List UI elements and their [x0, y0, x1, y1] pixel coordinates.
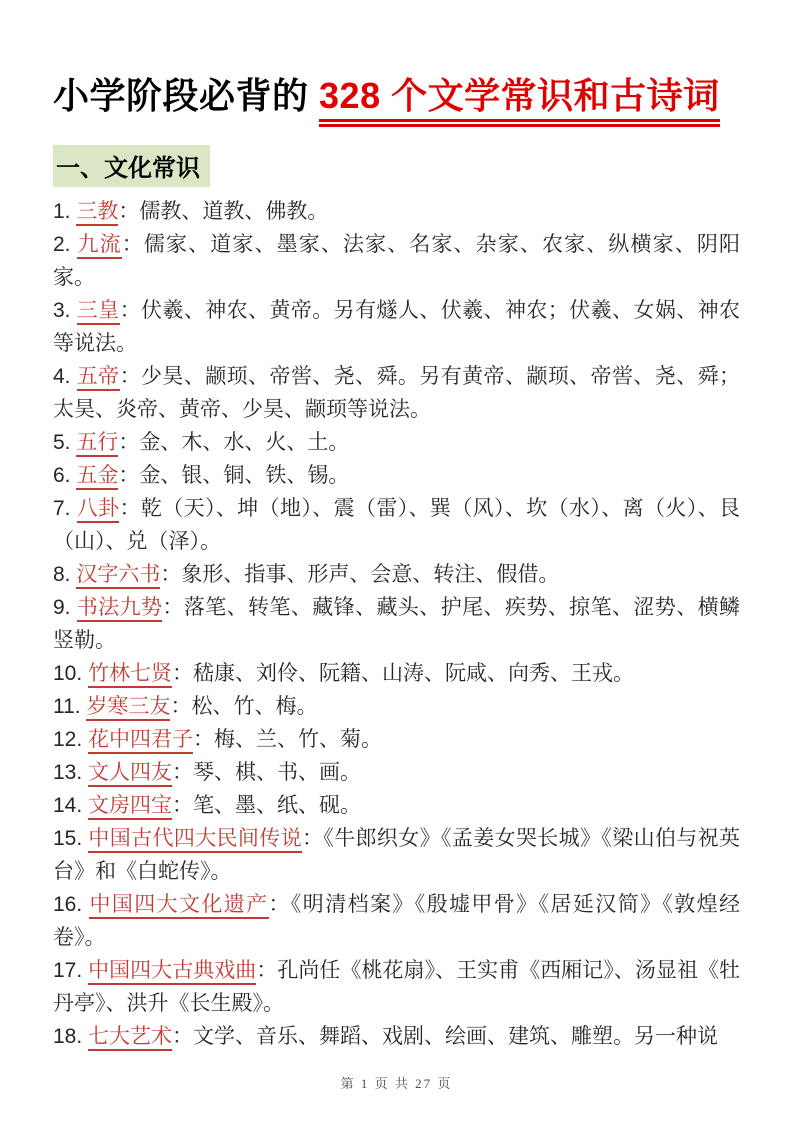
item-colon: ：: [170, 695, 192, 718]
item-colon: ：: [118, 200, 140, 223]
item-number: 6.: [53, 464, 71, 487]
item-term: 竹林七贤: [88, 662, 172, 688]
item-number: 8.: [53, 563, 71, 586]
item-colon: ：: [119, 497, 141, 520]
item-content: 《牛郎织女》《孟姜女哭长城》《梁山伯与祝英台》和《白蛇传》。: [53, 827, 741, 883]
item-term: 书法九势: [77, 596, 163, 622]
item-term: 文房四宝: [88, 794, 172, 820]
item-colon: ：: [119, 365, 142, 388]
list-item: [53, 822, 740, 888]
item-number: 14.: [53, 794, 83, 817]
list-item: [53, 294, 740, 360]
list-item: [53, 591, 740, 657]
item-number: 18.: [53, 1025, 83, 1048]
item-content: 象形、指事、形声、会意、转注、假借。: [181, 563, 560, 586]
page-number: 第 1 页 共 27 页: [340, 1076, 453, 1091]
item-colon: ：: [193, 728, 215, 751]
item-number: 12.: [53, 728, 83, 751]
item-content: 琴、棋、书、画。: [193, 761, 362, 784]
item-term: 五行: [76, 431, 118, 457]
item-colon: ：: [118, 464, 140, 487]
item-content: 梅、兰、竹、菊。: [214, 728, 383, 751]
item-content: 文学、音乐、舞蹈、戏剧、绘画、建筑、雕塑。另一种说: [193, 1025, 719, 1048]
item-number: 5.: [53, 431, 71, 454]
item-colon: ：: [162, 596, 184, 619]
item-colon: ：: [160, 563, 182, 586]
item-term: 文人四友: [88, 761, 172, 787]
item-colon: ：: [121, 233, 144, 256]
item-content: 松、竹、梅。: [191, 695, 318, 718]
page-title: [53, 68, 740, 119]
list-item: [53, 228, 740, 294]
item-colon: ：: [172, 761, 194, 784]
list-item: [53, 723, 740, 756]
list-item: [53, 360, 740, 426]
item-number: 1.: [53, 200, 71, 223]
list-item: [53, 657, 740, 690]
item-content: 金、木、水、火、土。: [139, 431, 350, 454]
item-content: 伏羲、神农、黄帝。另有燧人、伏羲、神农；伏羲、女娲、神农等说法。: [53, 299, 741, 355]
list-item: [53, 690, 740, 723]
item-colon: ：: [302, 827, 324, 850]
item-content: 笔、墨、纸、砚。: [193, 794, 362, 817]
item-term: 九流: [77, 233, 121, 259]
item-number: 10.: [53, 662, 83, 685]
list-item: [53, 426, 740, 459]
list-item: [53, 789, 740, 822]
page-title-highlight: 328 个文学常识和古诗词: [319, 75, 720, 127]
list-item: [53, 558, 740, 591]
item-content: 嵇康、刘伶、阮籍、山涛、阮咸、向秀、王戎。: [193, 662, 635, 685]
item-colon: ：: [268, 893, 291, 916]
page-footer: [0, 1073, 793, 1092]
item-content: 落笔、转笔、藏锋、藏头、护尾、疾势、掠笔、涩势、横鳞竖勒。: [53, 596, 741, 652]
list-item: [53, 492, 740, 558]
item-term: 花中四君子: [88, 728, 193, 754]
list-item: [53, 459, 740, 492]
item-term: 八卦: [77, 497, 120, 523]
item-number: 15.: [53, 827, 83, 850]
list-item: [53, 888, 740, 954]
item-content: 孔尚任《桃花扇》、王实甫《西厢记》、汤显祖《牡丹亭》、洪升《长生殿》。: [53, 959, 741, 1015]
item-number: 9.: [53, 596, 71, 619]
item-term: 三教: [76, 200, 118, 226]
item-colon: ：: [256, 959, 278, 982]
item-content: 乾（天）、坤（地）、震（雷）、巽（风）、坎（水）、离（火）、艮（山）、兑（泽）。: [53, 497, 741, 553]
item-term: 中国古代四大民间传说: [88, 827, 302, 853]
item-term: 五金: [76, 464, 118, 490]
item-number: 7.: [53, 497, 71, 520]
item-number: 11.: [53, 695, 81, 718]
list-item: [53, 195, 740, 228]
item-number: 16.: [53, 893, 83, 916]
list-item: [53, 954, 740, 1020]
item-colon: ：: [118, 431, 140, 454]
item-content: 金、银、铜、铁、锡。: [139, 464, 350, 487]
item-colon: ：: [172, 1025, 194, 1048]
knowledge-list: [53, 195, 740, 1053]
item-term: 岁寒三友: [86, 695, 170, 721]
item-term: 七大艺术: [88, 1025, 172, 1051]
item-term: 五帝: [77, 365, 120, 391]
item-term: 汉字六书: [76, 563, 160, 589]
item-colon: ：: [172, 662, 194, 685]
item-number: 17.: [53, 959, 83, 982]
item-content: 儒家、道家、墨家、法家、名家、杂家、农家、纵横家、阴阳家。: [53, 233, 741, 289]
item-content: 儒教、道教、佛教。: [139, 200, 329, 223]
item-number: 13.: [53, 761, 83, 784]
item-number: 3.: [53, 299, 71, 322]
list-item: [53, 756, 740, 789]
item-term: 三皇: [77, 299, 120, 325]
item-colon: ：: [172, 794, 194, 817]
item-number: 4.: [53, 365, 71, 388]
item-colon: ：: [119, 299, 142, 322]
list-item: [53, 1020, 740, 1053]
item-term: 中国四大文化遗产: [89, 893, 268, 919]
item-number: 2.: [53, 233, 71, 256]
item-content: 少昊、颛顼、帝喾、尧、舜。另有黄帝、颛顼、帝喾、尧、舜；太昊、炎帝、黄帝、少昊、颛顼等说法。: [53, 365, 741, 421]
page-title-prefix: 小学阶段必背的: [53, 75, 309, 116]
item-term: 中国四大古典戏曲: [88, 959, 256, 985]
section-heading: 一、文化常识: [53, 145, 210, 187]
item-content: 《明清档案》《殷墟甲骨》《居延汉简》《敦煌经卷》。: [53, 893, 741, 949]
